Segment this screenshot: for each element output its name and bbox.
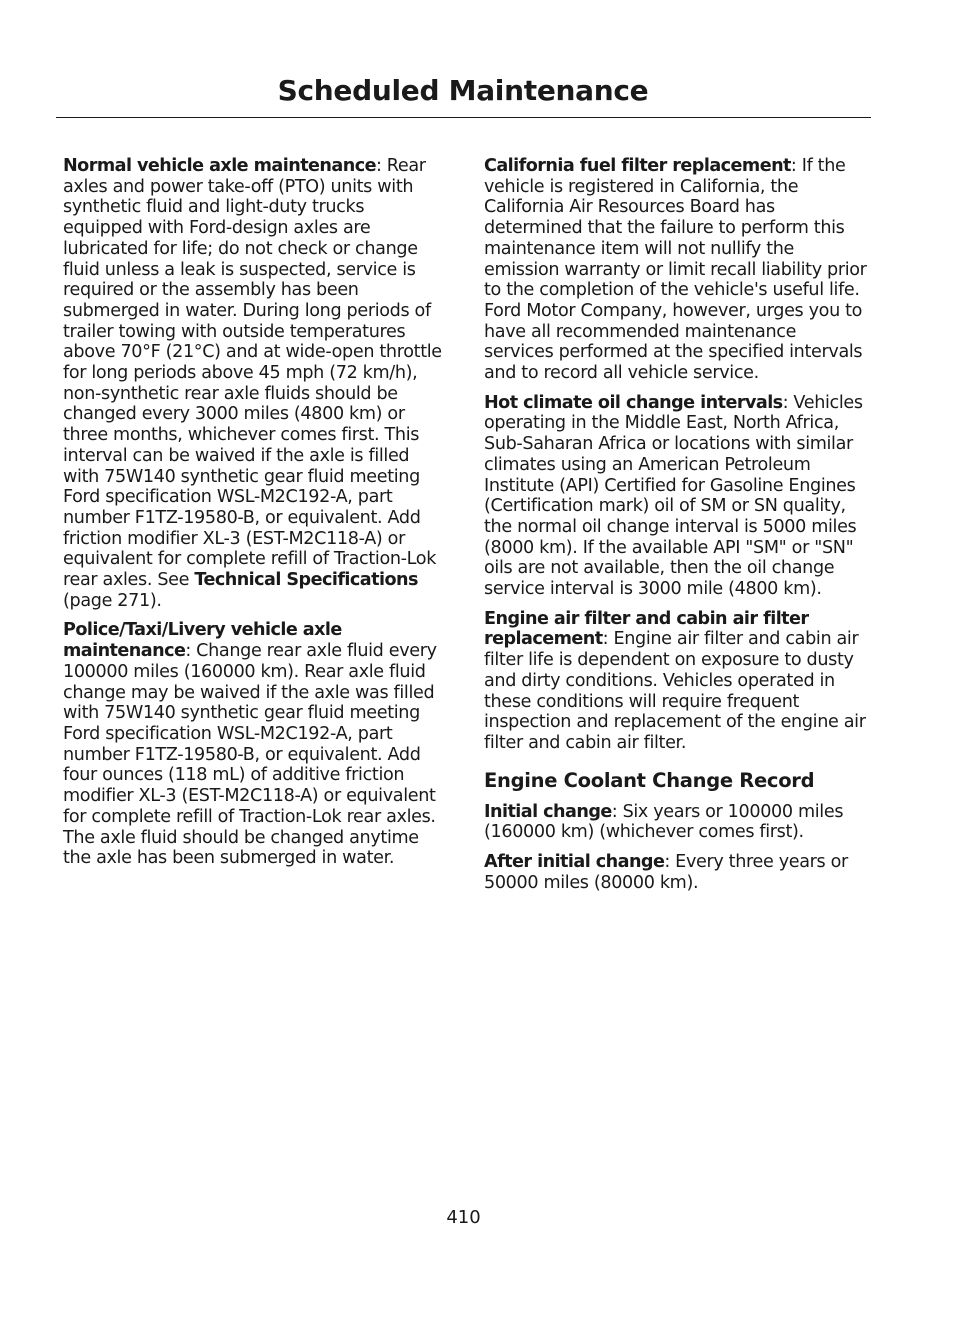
page-title: Scheduled Maintenance (277, 74, 649, 107)
page-number: 410 (446, 1207, 481, 1228)
paragraph-text: : Vehicles operating in the Middle East, North Africa, Sub-Saharan Africa or locations with similar climates using an American Petroleum Institute (API) Certified for Gasoline Engines (Certification mark) oil of SM or SN quality, the normal oil change interval is 5000 miles (8000 km). If the available API "SM" or "SN" oils are not available, then the oil change service interval is 3000 mile (4800 km). (484, 392, 863, 600)
air-filter-paragraph (484, 609, 868, 754)
paragraph-text: : Engine air filter and cabin air filter life is dependent on exposure to dusty and dirty conditions. Vehicles operated in these conditions will require frequent inspection and replacement of the engine air filter and cabin air filter. (484, 629, 866, 753)
initial-change-paragraph (484, 802, 868, 843)
normal-axle-maintenance-paragraph (63, 156, 447, 611)
california-fuel-filter-paragraph (484, 156, 868, 384)
paragraph-text: : Every three years or 50000 miles (80000 km). (484, 852, 848, 893)
paragraph-text: : Change rear axle fluid every 100000 miles (160000 km). Rear axle fluid change may be waived if the axle was filled with 75W140 synthetic gear fluid meeting Ford specification WSL-M2C192-A, part number F1TZ-19580-B, or equivalent. Add four ounces (118 mL) of additive friction modifier XL-3 (EST-M2C118-A) or equivalent for complete refill of Traction-Lok rear axles. The axle fluid should be changed anytime the axle has been submerged in water. (63, 641, 437, 869)
paragraph-heading: California fuel filter replacement (484, 156, 791, 176)
header-divider (56, 117, 871, 118)
paragraph-heading: Hot climate oil change intervals (484, 392, 783, 413)
paragraph-heading: Police/Taxi/Livery vehicle axle maintenance (63, 620, 342, 662)
right-column (484, 156, 868, 903)
after-initial-change-paragraph (484, 852, 868, 893)
paragraph-heading: After initial change (484, 852, 665, 873)
police-taxi-axle-maintenance-paragraph (63, 620, 447, 868)
paragraph-text: : Rear axles and power take-off (PTO) units with synthetic fluid and light-duty trucks equipped with Ford-design axles are lubricated for life; do not check or change fluid unless a leak is suspected, service is required or the assembly has been submerged in water. During long periods of trailer towing with outside temperatures above 70°F (21°C) and at wide-open throttle for long periods above 45 mph (72 km/h), non-synthetic rear axle fluids should be changed every 3000 miles (4800 km) or three months, whichever comes first. This interval can be waived if the axle is filled with 75W140 synthetic gear fluid meeting Ford specification WSL-M2C192-A, part number F1TZ-19580-B, or equivalent. Add friction modifier XL-3 (EST-M2C118-A) or equivalent for complete refill of Traction-Lok rear axles. See (63, 156, 442, 591)
coolant-record-subheading: Engine Coolant Change Record (484, 768, 815, 792)
paragraph-heading: Initial change (484, 801, 612, 822)
technical-specifications-link[interactable]: Technical Specifications (194, 570, 418, 591)
paragraph-text: : Six years or 100000 miles (160000 km) (whichever comes first). (484, 801, 844, 843)
left-column (63, 156, 447, 878)
hot-climate-oil-paragraph (484, 393, 868, 600)
paragraph-heading: Normal vehicle axle maintenance (63, 156, 376, 176)
paragraph-text: : If the vehicle is registered in California, the California Air Resources Board has determined that the failure to perform this maintenance item will not nullify the emission warranty or limit recall liability prior to the completion of the vehicle's useful life. Ford Motor Company, however, urges you to have all recommended maintenance services performed at the specified intervals and to record all vehicle service. (484, 156, 867, 384)
paragraph-heading: Engine air filter and cabin air filter replacement (484, 608, 809, 650)
page-reference: (page 271). (63, 590, 162, 611)
